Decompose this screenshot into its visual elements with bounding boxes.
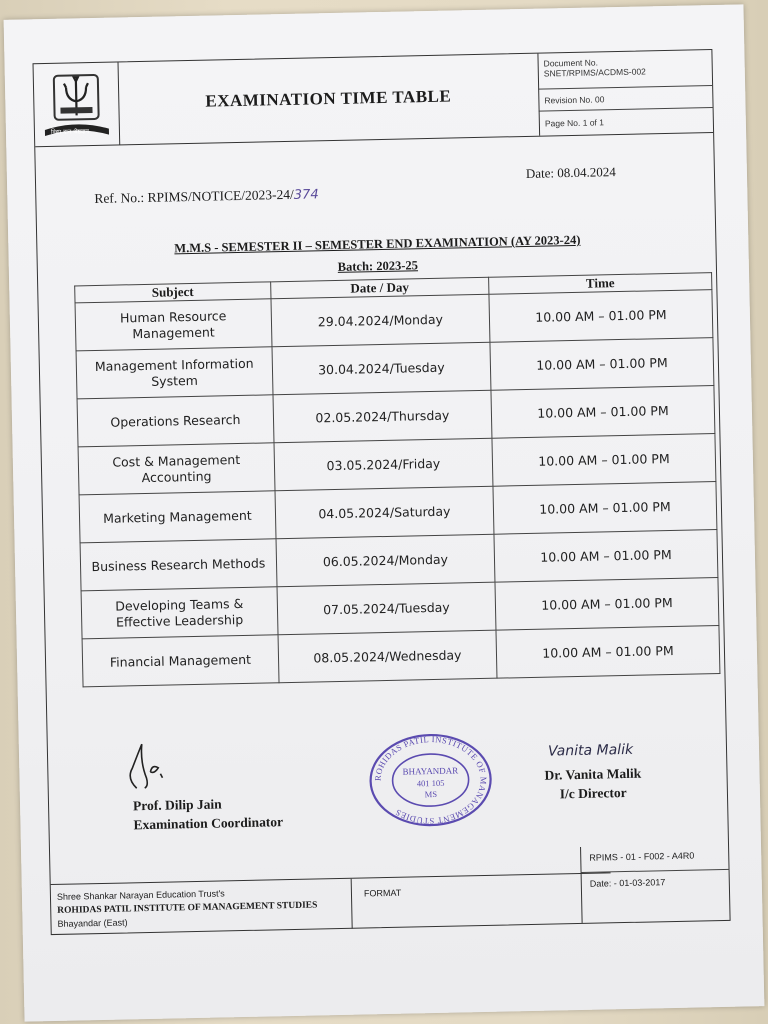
date-cell: 04.05.2024/Saturday [275,486,494,539]
reference-prefix: Ref. No.: RPIMS/NOTICE/2023-24/ [94,186,294,206]
document-number-label: Document No. [543,57,599,69]
subject-cell: Marketing Management [79,491,276,543]
stamp-line2: 401 105 [416,777,445,789]
reference-handwritten: 374 [293,187,319,203]
time-cell: 10.00 AM – 01.00 PM [495,578,719,631]
time-cell: 10.00 AM – 01.00 PM [496,626,720,679]
date-cell: 30.04.2024/Tuesday [272,342,491,395]
director-name: Dr. Vanita Malik [544,765,642,783]
time-cell: 10.00 AM – 01.00 PM [492,434,716,487]
logo-motto: विद्या दान श्रेष्ठदान [50,128,89,136]
format-cell [351,873,613,928]
director-role: I/c Director [559,784,627,802]
subject-cell: Management Information System [76,347,273,399]
format-code: RPIMS - 01 - F002 - A4R0 [581,844,730,873]
trust-name: Shree Shankar Narayan Education Trust's [56,888,225,902]
document-footer [50,844,729,934]
notice-date: Date: 08.04.2024 [525,164,616,181]
footer-trust [57,885,318,930]
column-header-date: Date / Day [270,277,489,299]
director-block [544,764,641,804]
institute-name: ROHIDAS PATIL INSTITUTE OF MANAGEMENT STUDIES [57,900,318,916]
document-info [537,50,713,136]
document-sheet [4,4,765,1021]
coordinator-name: Prof. Dilip Jain [132,796,222,814]
director-signature: Vanita Malik [547,741,634,760]
document-header [34,50,714,147]
time-cell: 10.00 AM – 01.00 PM [491,386,715,439]
date-cell: 07.05.2024/Tuesday [277,582,496,635]
revision-number: Revision No. 00 [538,86,712,112]
format-label: FORMAT [363,887,402,899]
time-cell: 10.00 AM – 01.00 PM [493,482,717,535]
institute-stamp-icon [366,731,496,830]
column-header-time: Time [489,273,712,295]
subject-cell: Operations Research [77,395,274,447]
page-number: Page No. 1 of 1 [544,117,605,129]
subject-cell: Business Research Methods [80,539,277,591]
date-cell: 02.05.2024/Thursday [273,390,492,443]
date-cell: 29.04.2024/Monday [271,294,490,347]
subject-cell: Developing Teams & Effective Leadership [81,587,278,639]
subject-cell: Human Resource Management [75,299,272,351]
document-frame [33,49,731,935]
stamp-ring-text: ROHIDAS PATIL INSTITUTE OF MANAGEMENT STUDIES [372,734,489,827]
batch-label: Batch: 2023-25 [337,258,419,274]
column-header-subject: Subject [75,282,271,303]
timetable [74,272,720,687]
document-number-row [537,50,712,90]
title-cell [118,54,541,145]
coordinator-signature-icon [122,737,193,794]
institute-location: Bhayandar (East) [57,917,128,929]
coordinator-role: Examination Coordinator [133,814,284,833]
time-cell: 10.00 AM – 01.00 PM [489,290,713,343]
time-cell: 10.00 AM – 01.00 PM [490,338,714,391]
format-date: Date: - 01-03-2017 [589,877,666,889]
stamp-line3: MS [424,788,438,800]
time-cell: 10.00 AM – 01.00 PM [494,530,718,583]
subject-cell: Financial Management [82,635,279,687]
document-number: SNET/RPIMS/ACDMS-002 [543,66,646,79]
date-cell: 03.05.2024/Friday [274,438,493,491]
date-cell: 06.05.2024/Monday [276,534,495,587]
stamp-line1: BHAYANDAR [402,765,459,777]
institute-logo [34,62,121,146]
reference-number [94,186,319,207]
footer-institute-box [51,872,612,935]
subject-cell: Cost & Management Accounting [78,443,275,495]
coordinator-block [133,793,283,834]
exam-title: M.M.S - SEMESTER II – SEMESTER END EXAMINATION (AY 2023-24) [174,232,581,256]
date-cell: 08.05.2024/Wednesday [278,630,497,683]
footer-codes [580,844,731,923]
document-title: EXAMINATION TIME TABLE [205,86,452,111]
